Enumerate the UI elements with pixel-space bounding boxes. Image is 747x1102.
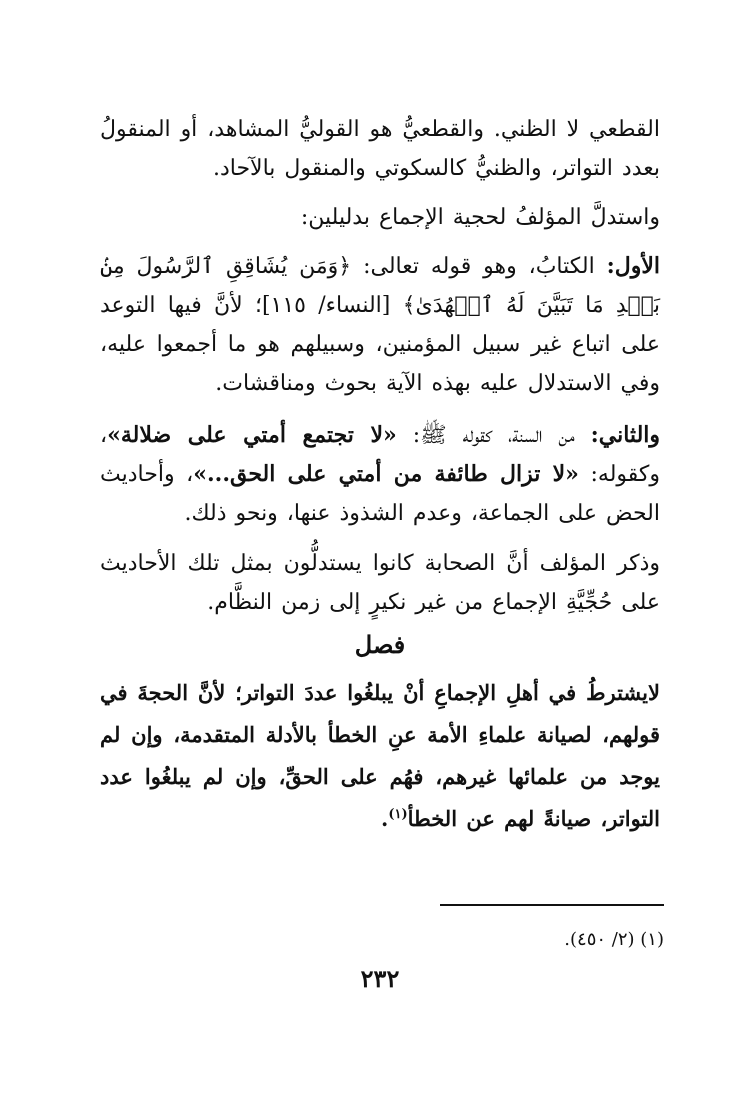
second-evidence-text-d: ، وأحاديث الحض [100, 462, 660, 526]
footnote-text: (١) (٢/ ٤٥٠). [564, 929, 664, 950]
second-evidence-text-b: ، [100, 423, 108, 448]
hadith-quote-1: «لا تجتمع أمتي على ضلالة» [107, 422, 397, 448]
second-evidence-text-c: وكقوله: [590, 462, 660, 487]
first-evidence-text-c: المؤمنين، وسبيلهم هو ما أجمعوا عليه، وفي الاستدلال عليه بهذه [100, 332, 660, 396]
first-evidence-label: الأول: [606, 253, 660, 279]
section-body-line-2: قولهم، لصيانة علماءِ الأمة عنِ الخطأ بالأدلة المتقدمة، وإن لم يوجد [100, 722, 660, 789]
second-evidence-label: والثاني: [590, 422, 661, 448]
hadith-quote-2: «لا تزال طائفة من أمتي على الحق...» [193, 461, 579, 487]
paragraph-second-evidence [100, 416, 660, 533]
paragraph-companions-line-1: وذكر المؤلف أنَّ الصحابة كانوا يستدلُّون بمثل تلك الأحاديث [100, 551, 660, 576]
second-evidence-text-e: على الجماعة، وعدم الشذوذ عنها، ونحو ذلك. [184, 501, 598, 526]
footnote-reference[interactable]: (١) [388, 807, 408, 822]
paragraph-intro-line-1: القطعي لا الظني. والقطعيُّ هو القوليُّ المشاهد، أو المنقولُ بعدد [100, 117, 660, 181]
paragraph-intro [100, 110, 660, 188]
section-heading: فصل [354, 630, 406, 659]
paragraph-evidence-intro-text: واستدلَّ المؤلفُ لحجية الإجماع بدليلين: [300, 205, 660, 230]
paragraph-section-body [100, 672, 660, 840]
footnote-divider [440, 904, 664, 906]
paragraph-first-evidence [100, 247, 660, 403]
second-evidence-text-a: من السنة، كقوله ﷺ: [412, 423, 575, 448]
first-evidence-text-b: تَبَيَّنَ لَهُ ٱلۡهُدَىٰ﴾ [النساء/ ١١٥]؛ لأنَّ فيها التوعد على اتباع غير سبيل [100, 293, 660, 357]
paragraph-intro-line-2: التواتر، والظنيُّ كالسكوتي والمنقول بالآحاد. [212, 156, 613, 181]
first-evidence-text-a: الكتابُ، وهو قوله تعالى: ﴿وَمَن يُشَاقِقِ ٱلرَّسُولَ مِنۢ بَعۡدِ مَا [100, 254, 660, 318]
paragraph-companions-line-2: على حُجِّيَّةِ الإجماع من غير نكيرٍ إلى زمن النظَّام. [207, 590, 660, 615]
paragraph-companions [100, 544, 660, 622]
section-body-end: . [381, 806, 389, 831]
section-body-line-4: لهم عن الخطأ [407, 806, 535, 831]
section-body-line-1: لايشترطُ في أهلِ الإجماعِ أنْ يبلغُوا عددَ التواتر؛ لأنَّ الحجةَ في [100, 680, 660, 705]
first-evidence-text-d: الآية بحوث ومناقشات. [215, 371, 423, 396]
section-body-line-3: من علمائها غيرهم، فهُم على الحقِّ، وإن لم يبلغُوا عدد التواتر، صيانةً [100, 764, 660, 831]
paragraph-evidence-intro [100, 198, 660, 237]
page-number: ٢٣٢ [360, 964, 400, 993]
